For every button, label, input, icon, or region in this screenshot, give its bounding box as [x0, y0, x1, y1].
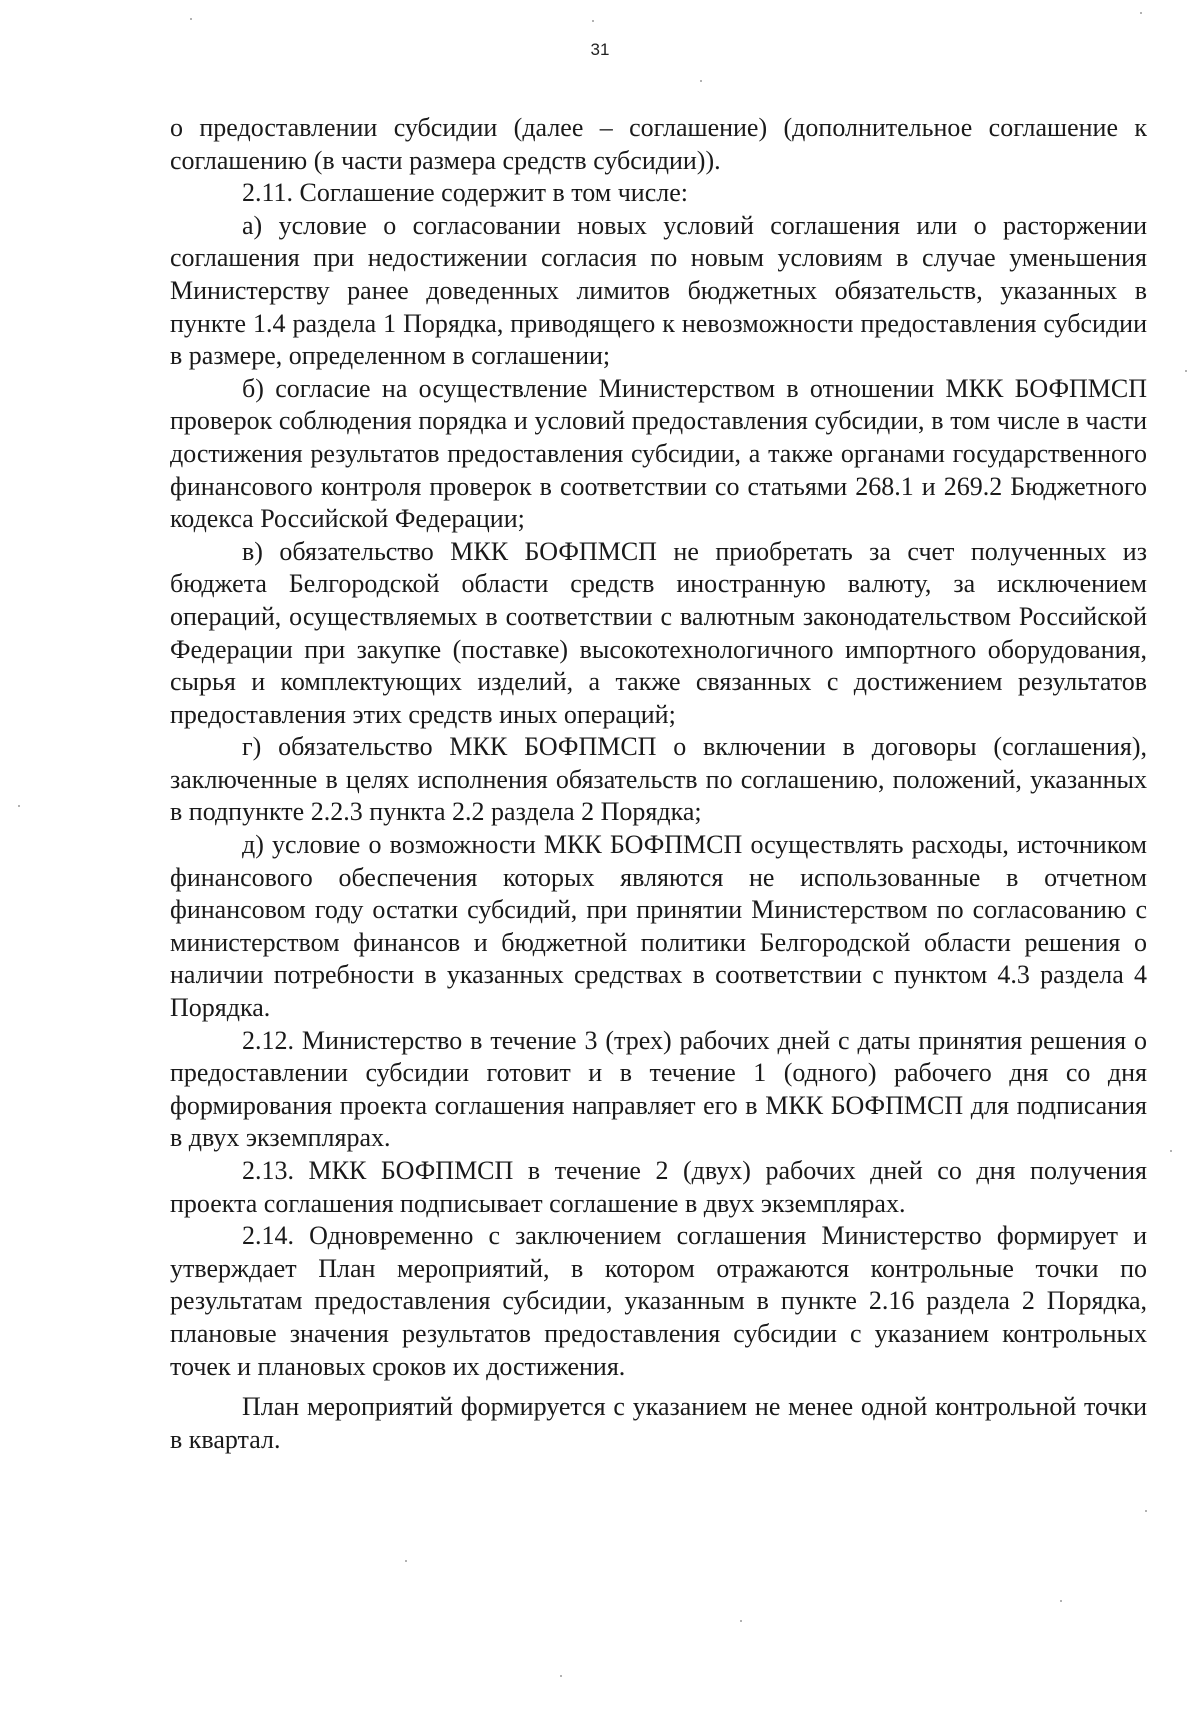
paragraph-continuation: о предоставлении субсидии (далее – соглашение) (дополнительное соглашение к соглашению (в части размера средств субсидии)).: [170, 113, 1147, 175]
paragraph-item-v: в) обязательство МКК БОФПМСП не приобретать за счет полученных из бюджета Белгородской области средств иностранную валюту, за исключением операций, осуществляемых в соответствии с валютным законодательством Российской Федерации при закупке (поставке) высокотехнологичного импортного оборудования, сырья и комплектующих изделий, а также связанных с достижением результатов предоставления этих средств иных операций;: [170, 536, 1147, 729]
scan-speck: [1170, 1150, 1172, 1152]
scan-speck: [560, 1675, 562, 1677]
paragraph-item-d: д) условие о возможности МКК БОФПМСП осуществлять расходы, источником финансового обеспечения которых являются не использованные в отчетном финансовом году остатки субсидий, при принятии Министерством по согласованию с министерством финансов и бюджетной политики Белгородской области решения о наличии потребности в указанных средствах в соответствии с пунктом 4.3 раздела 4 Порядка.: [170, 830, 1147, 1023]
paragraph-2-11: 2.11. Соглашение содержит в том числе:: [242, 178, 688, 208]
scan-speck: [740, 1620, 742, 1622]
paragraph-item-g: г) обязательство МКК БОФПМСП о включении в договоры (соглашения), заключенные в целях исполнения обязательств по соглашению, положений, указанных в подпункте 2.2.3 пункта 2.2 раздела 2 Порядка;: [170, 732, 1147, 827]
paragraph-plan: План мероприятий формируется с указанием не менее одной контрольной точки в квартал.: [170, 1392, 1147, 1454]
scan-speck: [1185, 370, 1187, 372]
scan-speck: [1145, 1510, 1147, 1512]
scan-speck: [1060, 1600, 1062, 1602]
paragraph-2-13: 2.13. МКК БОФПМСП в течение 2 (двух) рабочих дней со дня получения проекта соглашения подписывает соглашение в двух экземплярах.: [170, 1156, 1147, 1218]
paragraph-2-12: 2.12. Министерство в течение 3 (трех) рабочих дней с даты принятия решения о предоставлении субсидии готовит и в течение 1 (одного) рабочего дня со дня формирования проекта соглашения направляет его в МКК БОФПМСП для подписания в двух экземплярах.: [170, 1025, 1147, 1153]
scan-speck: [190, 18, 192, 20]
scan-speck: [18, 805, 20, 807]
page-number: 31: [590, 40, 610, 59]
document-body: [170, 112, 1147, 1456]
paragraph-item-a: а) условие о согласовании новых условий соглашения или о расторжении соглашения при недостижении согласия по новым условиям в случае уменьшения Министерству ранее доведенных лимитов бюджетных обязательств, указанных в пункте 1.4 раздела 1 Порядка, приводящего к невозможности предоставления субсидии в размере, определенном в соглашении;: [170, 210, 1147, 371]
scan-speck: [1140, 12, 1142, 14]
scan-speck: [592, 20, 594, 22]
scan-speck: [405, 1560, 407, 1562]
paragraph-2-14: 2.14. Одновременно с заключением соглашения Министерство формирует и утверждает План мероприятий, в котором отражаются контрольные точки по результатам предоставления субсидии, указанным в пункте 2.16 раздела 2 Порядка, плановые значения результатов предоставления субсидии с указанием контрольных точек и плановых сроков их достижения.: [170, 1221, 1147, 1381]
paragraph-item-b: б) согласие на осуществление Министерством в отношении МКК БОФПМСП проверок соблюдения порядка и условий предоставления субсидии, в том числе в части достижения результатов предоставления субсидии, а также органами государственного финансового контроля проверок в соответствии со статьями 268.1 и 269.2 Бюджетного кодекса Российской Федерации;: [170, 373, 1147, 534]
scan-speck: [700, 80, 702, 82]
